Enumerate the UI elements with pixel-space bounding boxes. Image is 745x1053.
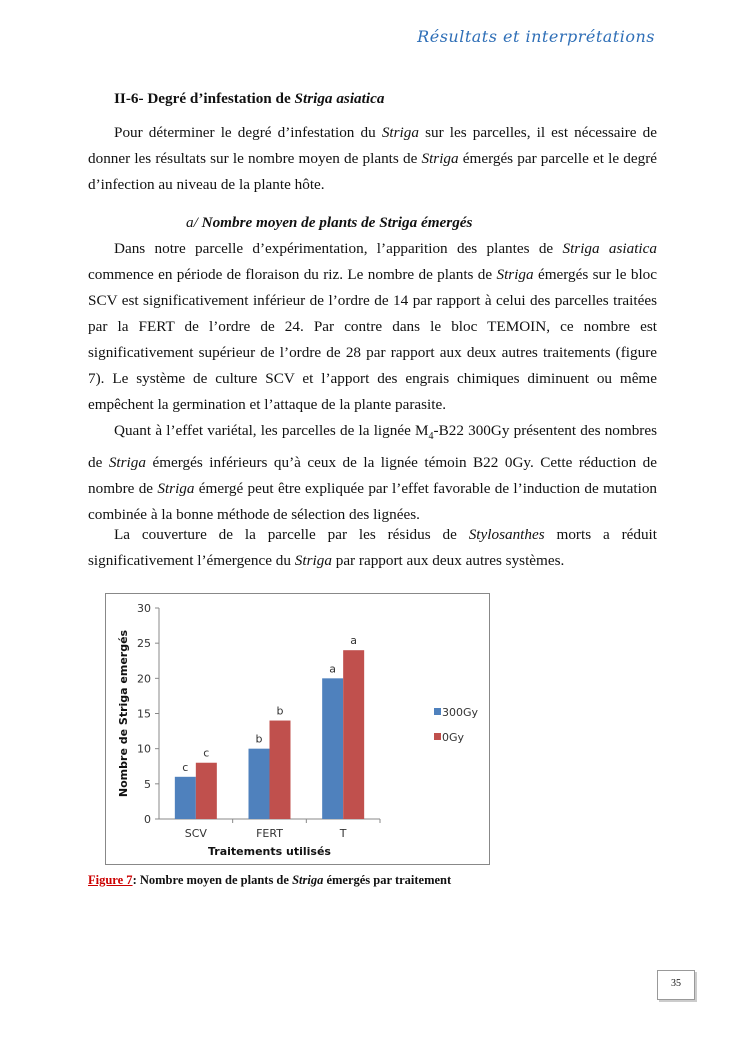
paragraph-1	[88, 120, 657, 198]
figure-7-chart	[105, 593, 490, 865]
text-run: commence en période de floraison du riz. Le nombre de plants de	[88, 266, 497, 283]
x-axis-title: Traitements utilisés	[208, 845, 331, 858]
text-run: Striga	[496, 266, 534, 283]
bar-significance-label: c	[182, 760, 189, 774]
subsection-title: Nombre moyen de plants de Striga émergés	[197, 214, 473, 231]
bar-300Gy-SCV	[175, 777, 196, 819]
section-title: Degré d’infestation de	[147, 90, 295, 107]
text-run: Pour déterminer le degré d’infestation du	[114, 124, 382, 141]
bar-significance-label: a	[350, 634, 358, 648]
text-run: Striga	[294, 552, 332, 569]
y-tick-label: 10	[137, 742, 151, 756]
y-tick-label: 15	[137, 707, 151, 721]
bar-significance-label: c	[203, 746, 210, 760]
section-number: II-6-	[114, 90, 148, 107]
text-run: -B22 300Gy présentent des nombres de	[88, 422, 657, 472]
legend-label: 300Gy	[442, 706, 479, 719]
text-run: Stylosanthes	[468, 526, 545, 543]
text-run: Striga	[157, 480, 195, 498]
text-run: Striga	[108, 454, 146, 472]
legend-swatch-0Gy	[434, 733, 441, 740]
x-tick-label: FERT	[256, 827, 283, 840]
running-header: Résultats et interprétations	[417, 27, 655, 46]
bar-significance-label: b	[276, 704, 284, 718]
text-run: morts a réduit significativement l’émergence du	[88, 526, 657, 569]
section-title-italic: Striga asiatica	[294, 90, 385, 107]
bar-0Gy-FERT	[270, 721, 291, 819]
y-tick-label: 25	[137, 637, 151, 651]
text-run: Striga	[421, 150, 459, 167]
text-run: 4	[428, 431, 434, 443]
y-axis-title: Nombre de Striga emergés	[117, 629, 130, 798]
subsection-heading	[186, 210, 472, 236]
caption-italic: Striga	[292, 873, 324, 887]
text-run: par rapport aux deux autres systèmes.	[331, 552, 565, 569]
y-tick-label: 5	[144, 777, 151, 791]
bar-significance-label: b	[255, 732, 263, 746]
x-tick-label: T	[339, 827, 347, 840]
paragraph-2	[88, 236, 657, 418]
subsection-prefix: a/	[186, 214, 198, 231]
text-run: émergés par parcelle et le degré d’infection au niveau de la plante hôte.	[88, 150, 657, 193]
caption-text: : Nombre moyen de plants de	[132, 873, 293, 887]
section-heading	[114, 86, 384, 112]
bar-300Gy-T	[322, 678, 343, 819]
caption-text-end: émergés par traitement	[323, 873, 452, 887]
page-number: 35	[657, 970, 695, 1000]
legend-swatch-300Gy	[434, 708, 441, 715]
bar-0Gy-T	[343, 650, 364, 819]
y-tick-label: 20	[137, 672, 151, 686]
text-run: émergés sur le bloc SCV est significativement inférieur de l’ordre de 14 par rapport à celui des parcelles traitées par la FERT de l’ordre de 24. Par contre dans le bloc TEMOIN, ce nombre est significativement supérieur de l’ordre de 28 par rapport aux deux autres traitements (figure 7). Le système de culture SCV et l’apport des engrais chimiques diminuent ou même empêchent la germination et l’attaque de la plante parasite.	[88, 266, 657, 413]
x-tick-label: SCV	[184, 827, 207, 840]
bar-0Gy-SCV	[196, 763, 217, 819]
text-run: La couverture de la parcelle par les résidus de	[114, 526, 469, 543]
y-tick-label: 0	[144, 813, 151, 826]
text-run: sur les parcelles, il est nécessaire de donner les résultats sur le nombre moyen de plants de	[88, 124, 657, 167]
y-tick-label: 30	[137, 602, 151, 615]
figure-caption	[88, 873, 451, 888]
bar-significance-label: a	[329, 662, 337, 676]
text-run: Striga asiatica	[562, 240, 657, 257]
text-run: Striga	[381, 124, 419, 141]
paragraph-4	[88, 522, 657, 574]
text-run: Quant à l’effet variétal, les parcelles de la lignée M	[114, 422, 429, 439]
bar-300Gy-FERT	[249, 749, 270, 819]
legend-label: 0Gy	[442, 731, 465, 744]
text-run: émergés inférieurs qu’à ceux de la lignée témoin B22 0Gy. Cette réduction de nombre de	[88, 454, 657, 498]
caption-figure-label: Figure 7	[88, 873, 133, 887]
text-run: émergé peut être expliquée par l’effet favorable de l’induction de mutation combinée à la bonne méthode de sélection des lignées.	[88, 480, 658, 524]
bar-chart	[106, 594, 489, 864]
text-run: Dans notre parcelle d’expérimentation, l’apparition des plantes de	[114, 240, 563, 257]
paragraph-3	[88, 418, 657, 528]
